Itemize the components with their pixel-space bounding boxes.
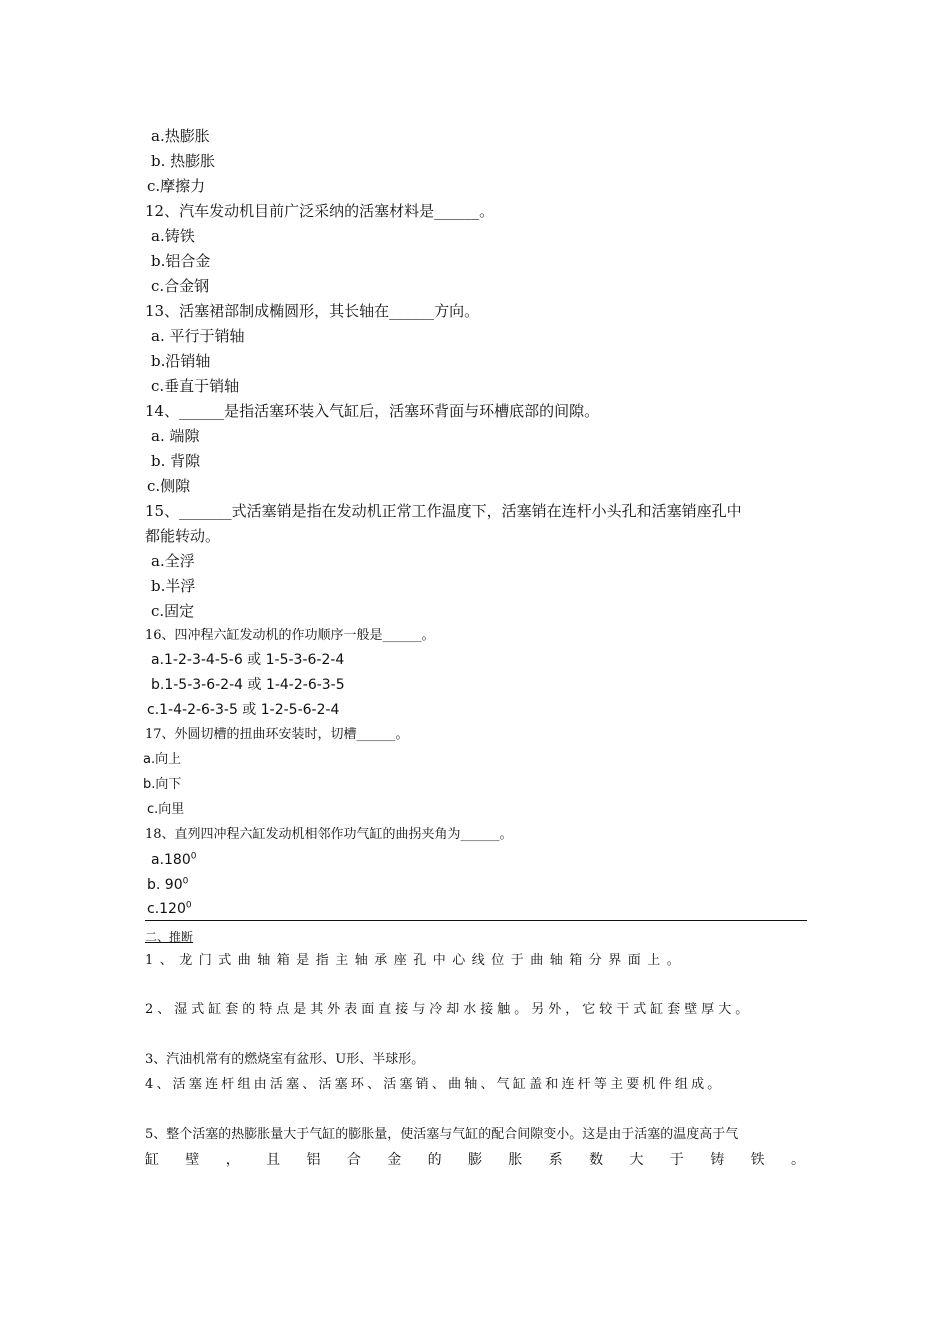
q17-stem: 17、外圆切槽的扭曲环安装时，切槽______。 [145, 727, 409, 742]
word: 胀 [508, 1152, 523, 1168]
q12-stem: 12、汽车发动机目前广泛采纳的活塞材料是______。 [145, 202, 495, 220]
word: 铝 [306, 1152, 321, 1168]
degree-mark: 0 [185, 900, 192, 911]
q11-option-c: c.摩擦力 [147, 177, 206, 195]
word: 大 [629, 1152, 644, 1168]
section-divider [145, 920, 807, 921]
q11-option-b: b. 热膨胀 [151, 152, 216, 170]
q16-option-b: b.1-5-3-6-2-4 或 1-4-2-6-3-5 [151, 677, 345, 693]
q16-stem: 16、四冲程六缸发动机的作功顺序一般是______。 [145, 628, 435, 643]
word: 且 [266, 1152, 281, 1168]
judgment-2: 2、湿式缸套的特点是其外表面直接与冷却水接触。另外，它较干式缸套壁厚大。 [145, 1002, 753, 1017]
judgment-5-line1: 5、整个活塞的热膨胀量大于气缸的膨胀量，使活塞与气缸的配合间隙变小。这是由于活塞的温度高于气 [145, 1127, 739, 1142]
q13-stem: 13、活塞裙部制成椭圆形，其长轴在______方向。 [145, 302, 480, 320]
judgment-1: 1、龙门式曲轴箱是指主轴承座孔中心线位于曲轴箱分界面上。 [145, 953, 687, 968]
word: 的 [427, 1152, 442, 1168]
judgment-5-line2 [145, 1150, 805, 1170]
q11-option-a: a.热膨胀 [151, 127, 210, 145]
degree-mark: 0 [182, 876, 189, 887]
q18-stem: 18、直列四冲程六缸发动机相邻作功气缸的曲拐夹角为______。 [145, 827, 513, 842]
q15-option-c: c.固定 [151, 602, 195, 620]
word: 膨 [468, 1152, 482, 1168]
q14-option-c: c.侧隙 [147, 477, 191, 495]
word: 铸 [710, 1152, 725, 1168]
word: 于 [669, 1152, 684, 1168]
q12-option-c: c.合金钢 [151, 277, 210, 295]
q16-option-c: c.1-4-2-6-3-5 或 1-2-5-6-2-4 [147, 702, 340, 718]
section2-heading: 二、推断 [145, 930, 194, 944]
q18-option-b: b. $90^0$ [147, 876, 189, 893]
q18-option-c: c.120$^0$ [147, 900, 192, 917]
word: 缸 [145, 1152, 159, 1168]
q17-option-a: a.向上 [143, 752, 182, 767]
q13-option-a: a. 平行于销轴 [151, 327, 245, 345]
q16-option-a: a.1-2-3-4-5-6 或 1-5-3-6-2-4 [151, 652, 345, 668]
q15-option-b: b.半浮 [151, 577, 196, 595]
word: 铁 [750, 1152, 765, 1168]
word: ， [225, 1152, 240, 1168]
q14-option-a: a. 端隙 [151, 427, 200, 445]
q17-option-b: b.向下 [143, 777, 182, 792]
q13-option-b: b.沿销轴 [151, 352, 211, 370]
q12-option-b: b.铝合金 [151, 252, 211, 270]
judgment-3: 3、汽油机常有的燃烧室有盆形、U形、半球形。 [145, 1052, 425, 1067]
word: 合 [346, 1152, 361, 1168]
degree-mark: 0 [190, 851, 197, 862]
q14-stem: 14、______是指活塞环装入气缸后，活塞环背面与环槽底部的间隙。 [145, 402, 600, 420]
q13-option-c: c.垂直于销轴 [151, 377, 240, 395]
word: 。 [791, 1152, 805, 1168]
q14-option-b: b. 背隙 [151, 452, 201, 470]
word: 系 [548, 1152, 563, 1168]
q12-option-a: a.铸铁 [151, 227, 195, 245]
word: 壁 [185, 1152, 200, 1168]
word: 数 [589, 1152, 604, 1168]
judgment-4: 4、活塞连杆组由活塞、活塞环、活塞销、曲轴、气缸盖和连杆等主要机件组成。 [145, 1077, 724, 1092]
word: 金 [387, 1152, 402, 1168]
q18-option-a: a.180$^0$ [151, 851, 197, 868]
q15-stem-line2: 都能转动。 [145, 527, 221, 545]
q15-stem-line1: 15、_______式活塞销是指在发动机正常工作温度下，活塞销在连杆小头孔和活塞销座孔中 [145, 502, 742, 520]
q15-option-a: a.全浮 [151, 552, 195, 570]
q17-option-c: c.向里 [147, 802, 185, 817]
